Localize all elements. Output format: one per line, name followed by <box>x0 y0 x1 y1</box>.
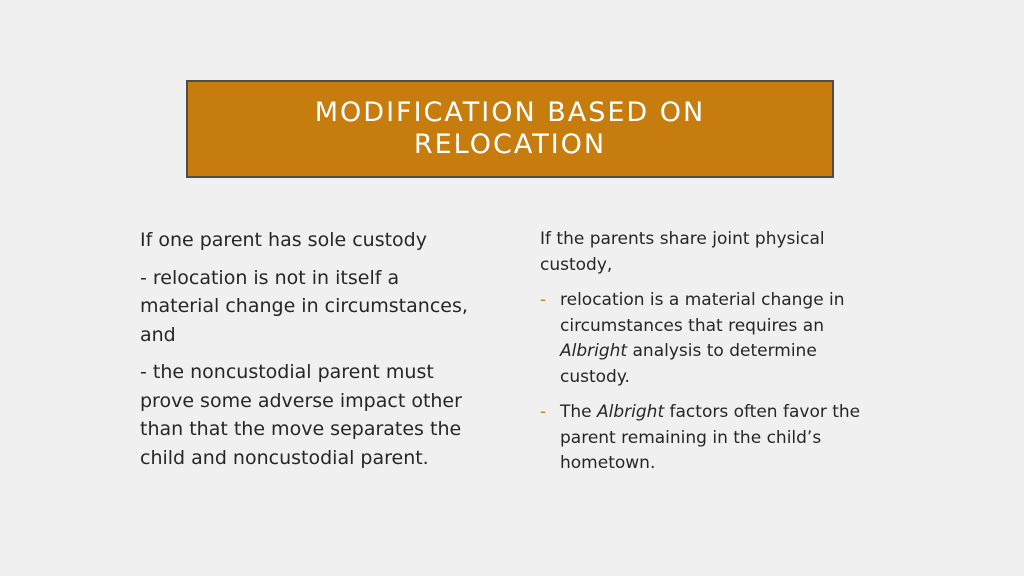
left-column <box>140 226 480 481</box>
left-heading: If one parent has sole custody <box>140 229 427 251</box>
title-line-1: MODIFICATION BASED ON <box>314 97 706 128</box>
bullet-2-text-pre: The <box>560 402 598 422</box>
bullet-1-text-pre: relocation is a material change in circumstances that requires an <box>560 290 845 336</box>
bullet-2-italic: Albright <box>597 402 665 422</box>
right-column <box>540 227 880 487</box>
title-banner <box>186 80 834 178</box>
right-bullet-2 <box>540 400 880 477</box>
left-point-1: - relocation is not in itself a material change in circumstances, and <box>140 266 468 346</box>
bullet-1-italic: Albright <box>560 341 628 361</box>
bullet-2-text-post: factors often favor the parent remaining in the child’s hometown. <box>560 402 861 473</box>
right-bullet-1 <box>540 288 880 390</box>
title-line-2: RELOCATION <box>413 129 607 160</box>
bullet-1-text-post: analysis to determine custody. <box>560 341 817 387</box>
right-intro: If the parents share joint physical custody, <box>540 229 825 275</box>
bullet-dash-icon: - <box>540 402 547 422</box>
left-point-2: - the noncustodial parent must prove some adverse impact other than that the move separates the child and noncustodial parent. <box>140 361 462 469</box>
bullet-dash-icon: - <box>540 290 547 310</box>
